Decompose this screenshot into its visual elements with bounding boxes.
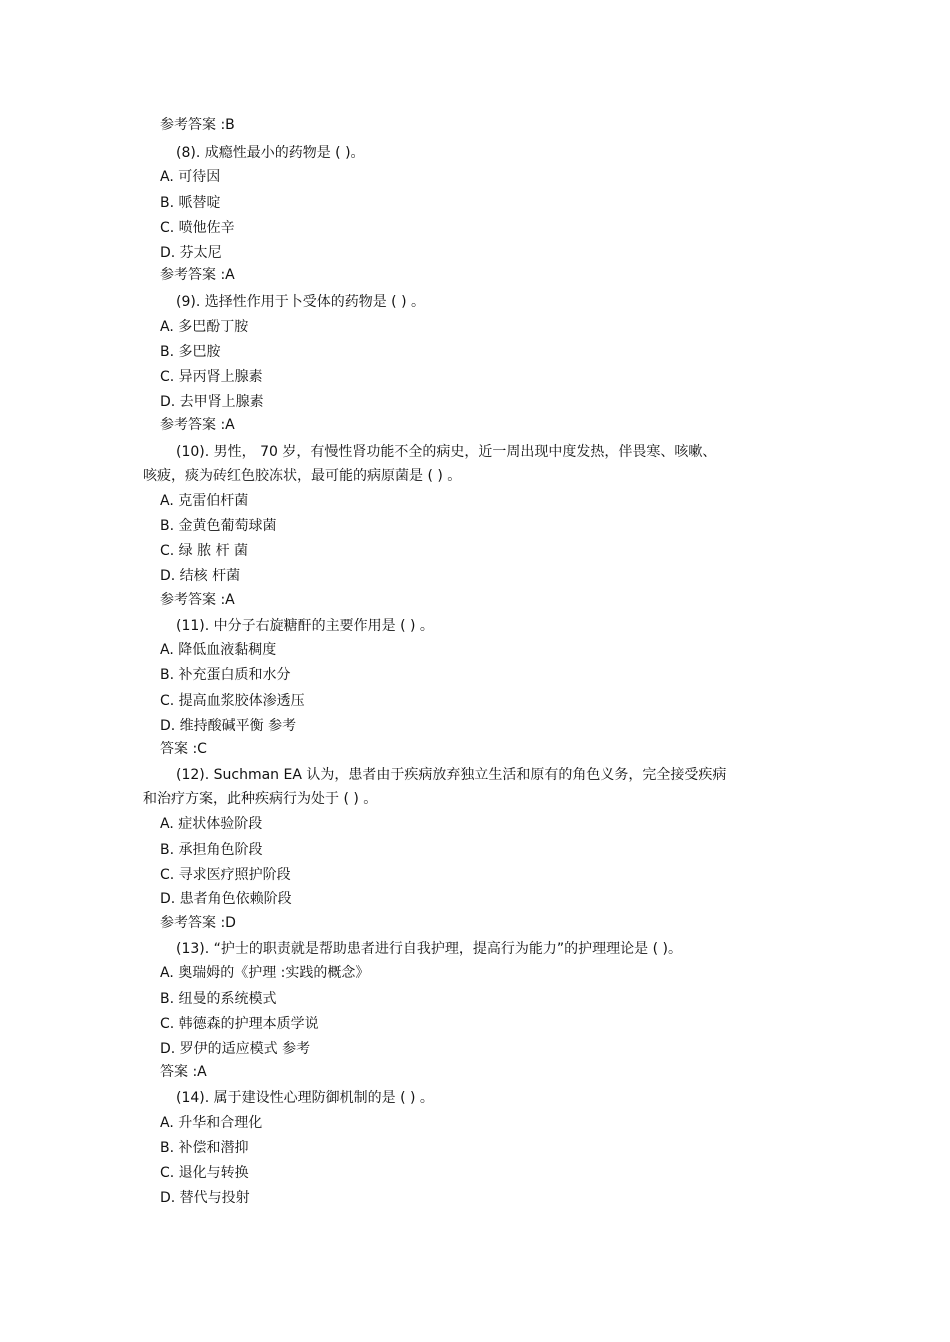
option-line: C. 异丙肾上腺素 — [160, 369, 263, 385]
option-line: A. 降低血液黏稠度 — [160, 642, 277, 658]
option-line: B. 承担角色阶段 — [160, 842, 263, 858]
option-line: C. 寻求医疗照护阶段 — [160, 867, 291, 883]
question-8: (8). 成瘾性最小的药物是 ( )。 — [176, 145, 365, 161]
option-line: C. 提高血浆胶体渗透压 — [160, 693, 305, 709]
question-12-cont: 和治疗方案，此种疾病行为处于 ( ) 。 — [143, 791, 378, 807]
question-10-cont: 咳疲，痰为砖红色胶冻状，最可能的病原菌是 ( ) 。 — [143, 468, 462, 484]
answer-line: 参考答案 :A — [160, 267, 235, 283]
option-line: B. 多巴胺 — [160, 344, 221, 360]
option-line: D. 结核 杆菌 — [160, 568, 241, 584]
option-line: D. 罗伊的适应模式 参考 — [160, 1041, 311, 1057]
option-line: B. 纽曼的系统模式 — [160, 991, 277, 1007]
answer-line: 参考答案 :B — [160, 117, 235, 133]
option-line: D. 芬太尼 — [160, 245, 222, 261]
question-11: (11). 中分子右旋糖酐的主要作用是 ( ) 。 — [176, 618, 434, 634]
option-line: B. 补偿和潜抑 — [160, 1140, 249, 1156]
answer-line: 参考答案 :A — [160, 417, 235, 433]
question-13: (13). “护士的职责就是帮助患者进行自我护理，提高行为能力”的护理理论是 ( )。 — [176, 941, 682, 957]
option-line: A. 克雷伯杆菌 — [160, 493, 249, 509]
option-line: A. 症状体验阶段 — [160, 816, 263, 832]
option-line: D. 维持酸碱平衡 参考 — [160, 718, 297, 734]
option-line: A. 奥瑞姆的《护理 :实践的概念》 — [160, 965, 370, 981]
option-line: B. 补充蛋白质和水分 — [160, 667, 291, 683]
option-line: C. 绿 脓 杆 菌 — [160, 543, 249, 559]
option-line: A. 多巴酚丁胺 — [160, 319, 249, 335]
option-line: D. 去甲肾上腺素 — [160, 394, 264, 410]
answer-line: 答案 :C — [160, 741, 207, 757]
answer-line: 参考答案 :D — [160, 915, 236, 931]
question-10: (10). 男性， 70 岁，有慢性肾功能不全的病史，近一周出现中度发热，伴畏寒、咳嗽、 — [176, 444, 717, 460]
option-line: A. 可待因 — [160, 169, 221, 185]
question-12: (12). Suchman EA 认为，患者由于疾病放弃独立生活和原有的角色义务，完全接受疾病 — [176, 767, 727, 783]
answer-line: 参考答案 :A — [160, 592, 235, 608]
option-line: A. 升华和合理化 — [160, 1115, 263, 1131]
option-line: C. 韩德森的护理本质学说 — [160, 1016, 319, 1032]
option-line: B. 哌替啶 — [160, 195, 221, 211]
question-14: (14). 属于建设性心理防御机制的是 ( ) 。 — [176, 1090, 434, 1106]
answer-line: 答案 :A — [160, 1064, 207, 1080]
option-line: D. 替代与投射 — [160, 1190, 250, 1206]
option-line: D. 患者角色依赖阶段 — [160, 891, 292, 907]
option-line: C. 喷他佐辛 — [160, 220, 235, 236]
option-line: B. 金黄色葡萄球菌 — [160, 518, 277, 534]
question-9: (9). 选择性作用于卜受体的药物是 ( ) 。 — [176, 294, 426, 310]
option-line: C. 退化与转换 — [160, 1165, 249, 1181]
